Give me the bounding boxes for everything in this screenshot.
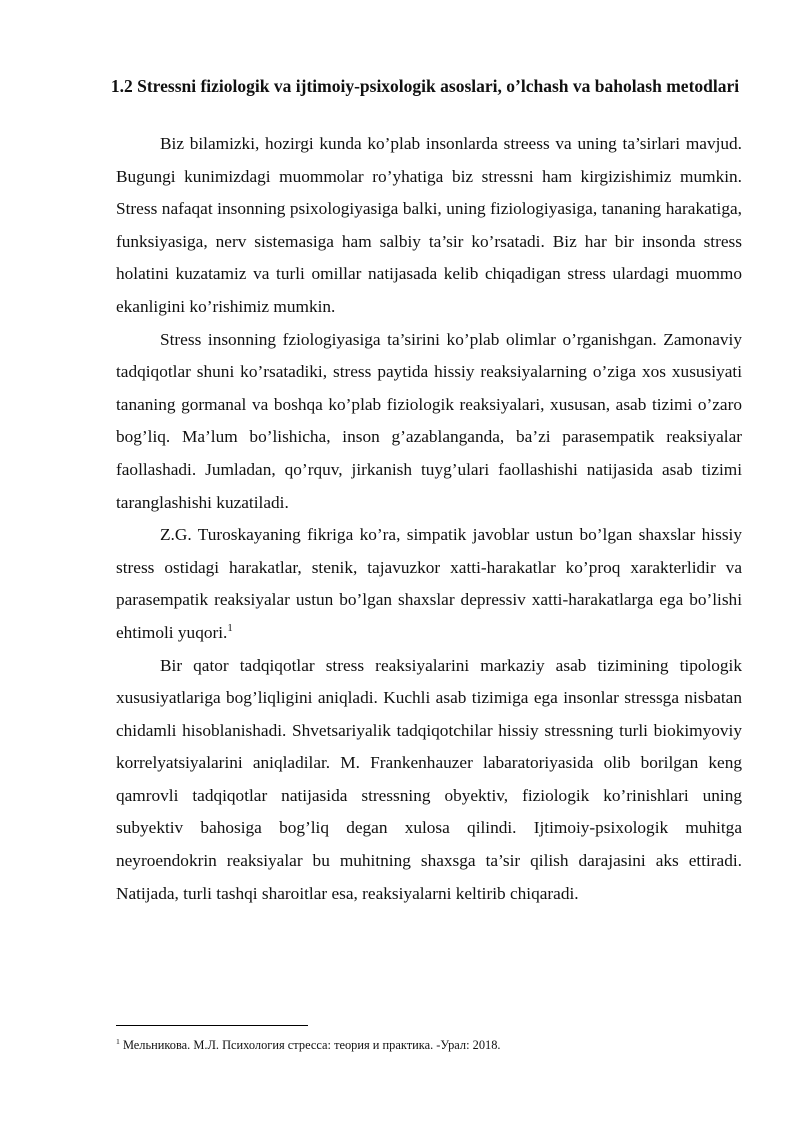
paragraph-3-text: Z.G. Turoskayaning fikriga ko’ra, simpatik javoblar ustun bo’lgan shaxslar hissiy stress ostidagi harakatlar, stenik, tajavuzkor xatti-harakatlar ko’proq xarakterlidir va parasempatik reaksiyalar ustun bo’lgan shaxslar depressiv xatti-harakatlarga ega bo’lishi ehtimoli yuqori. [116,525,742,642]
footnote-marker: 1 [116,1036,120,1046]
section-title: 1.2 Stressni fiziologik va ijtimoiy-psixologik asoslari, o’lchash va baholash metodlari [110,76,740,96]
footnote-reference: 1 [227,622,233,635]
paragraph-3 [116,519,742,649]
footnote [116,1037,736,1053]
footnote-divider [116,1025,308,1026]
paragraph-4: Bir qator tadqiqotlar stress reaksiyalarini markaziy asab tizimining tipologik xususiyatlariga bog’liqligini aniqladi. Kuchli asab tizimiga ega insonlar stressga nisbatan chidamli hisoblanishadi. Shvetsariyalik tadqiqotchilar hissiy stressning turli biokimyoviy korrelyatsiyalarini aniqladilar. M. Frankenhauzer labaratoriyasida olib borilgan keng qamrovli tadqiqotlar natijasida stressning obyektiv, fiziologik ko’rinishlari uning subyektiv bahosiga bog’liq degan xulosa qilindi. Ijtimoiy-psixologik muhitga neyroendokrin reaksiyalar bu muhitning shaxsga ta’sir qilish darajasini aks ettiradi. Natijada, turli tashqi sharoitlar esa, reaksiyalarni keltirib chiqaradi. [116,655,742,903]
paragraph-1: Biz bilamizki, hozirgi kunda ko’plab insonlarda streess va uning ta’sirlari mavjud. Bugungi kunimizdagi muommolar ro’yhatiga biz stressni ham kirgizishimiz mumkin. Stress nafaqat insonning psixologiyasiga balki, uning fiziologiyasiga, tananing harakatiga, funksiyasiga, nerv sistemasiga ham salbiy ta’sir ko’rsatadi. Biz har bir insonda stress holatini kuzatamiz va turli omillar natijasada kelib chiqadigan stress ulardagi muommo ekanligini ko’rishimiz mumkin. [116,134,742,316]
body-text [116,128,742,910]
paragraph-2: Stress insonning fziologiyasiga ta’sirini ko’plab olimlar o’rganishgan. Zamonaviy tadqiqotlar shuni ko’rsatadiki, stress paytida hissiy reaksiyalarning o’ziga xos xususiyati tananing gormanal va boshqa ko’plab fiziologik reaksiyalari, xususan, asab tizimi o’zaro bog’liq. Ma’lum bo’lishicha, inson g’azablanganda, ba’zi parasempatik reaksiyalar faollashadi. Jumladan, qo’rquv, jirkanish tuyg’ulari faollashishi natijasida asab tizimi taranglashishi kuzatiladi. [116,329,742,512]
footnote-text: Мельникова. М.Л. Психология стресса: теория и практика. -Урал: 2018. [122,1038,501,1052]
